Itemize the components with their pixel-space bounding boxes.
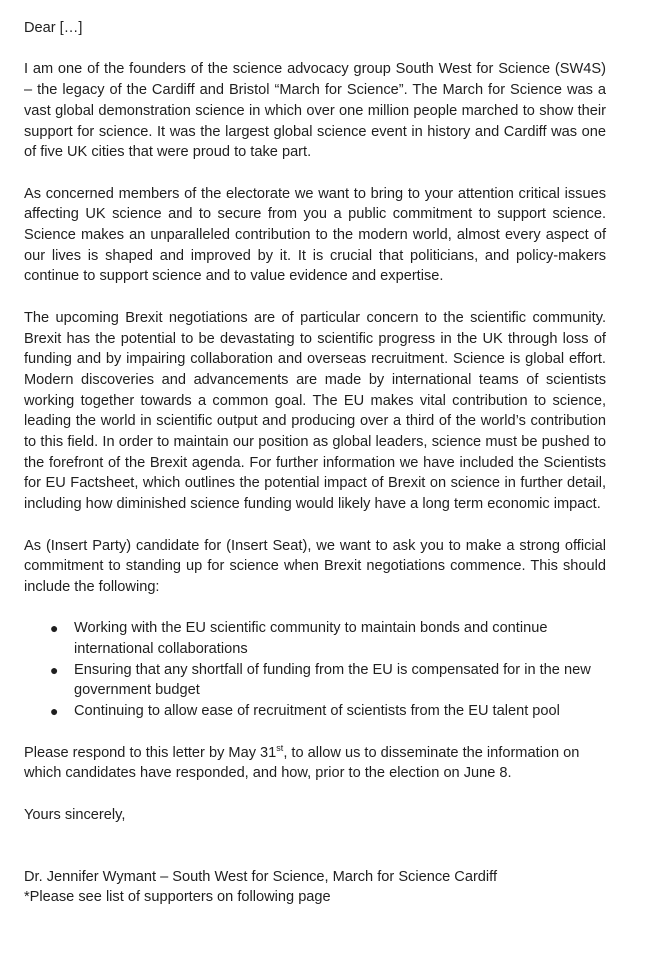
closing: Yours sincerely, bbox=[24, 806, 126, 823]
list-item bbox=[50, 701, 606, 722]
bullet-icon: ● bbox=[50, 620, 59, 637]
paragraph-deadline bbox=[24, 743, 606, 784]
bullet-icon: ● bbox=[50, 661, 59, 678]
signature-note: *Please see list of supporters on following page bbox=[24, 889, 331, 906]
letter-body bbox=[24, 18, 606, 908]
salutation: Dear […] bbox=[24, 20, 83, 36]
signature-gap bbox=[24, 846, 606, 867]
list-item-text: Ensuring that any shortfall of funding from the EU is compensated for in the new government budget bbox=[74, 661, 591, 699]
list-item-text: Working with the EU scientific community to maintain bonds and continue international collaborations bbox=[74, 620, 548, 658]
paragraph-intro: I am one of the founders of the science advocacy group South West for Science (SW4S) – the legacy of the Cardiff and Bristol “March for Science”. The March for Science was a vast global demonstration science in which over one million people marched to show their support for science. It was the largest global science event in history and Cardiff was one of five UK cities that were proud to take part. bbox=[24, 61, 606, 161]
list-item-text: Continuing to allow ease of recruitment of scientists from the EU talent pool bbox=[74, 703, 560, 720]
signature-block bbox=[24, 867, 606, 908]
commitment-list bbox=[24, 618, 606, 722]
deadline-text-rest: , to allow us to disseminate the information on which candidates have responded, and how, prior to the election on June 8. bbox=[24, 744, 580, 782]
paragraph-request: As (Insert Party) candidate for (Insert Seat), we want to ask you to make a strong official commitment to standing up for science when Brexit negotiations commence. This should include the following: bbox=[24, 537, 606, 595]
signature-name: Dr. Jennifer Wymant – South West for Science, March for Science Cardiff bbox=[24, 868, 498, 885]
paragraph-brexit: The upcoming Brexit negotiations are of particular concern to the scientific community. Brexit has the potential to be devastating to scientific progress in the UK through loss of funding and by impairing collaboration and overseas recruitment. Science is global effort. Modern discoveries and advancements are made by international teams of scientists working together towards a common goal. The EU makes vital contribution to science, leading the world in scientific output and producing over a third of the world’s contribution to this field. In order to maintain our position as global leaders, science must be pushed to the forefront of the Brexit agenda. For further information we have included the Scientists for EU Factsheet, which outlines the potential impact of Brexit on science in further detail, including how diminished science funding would likely have a long term economic impact. bbox=[24, 309, 606, 513]
list-item bbox=[50, 660, 606, 701]
bullet-icon: ● bbox=[50, 703, 59, 720]
list-item bbox=[50, 618, 606, 659]
date-ordinal: st bbox=[276, 742, 284, 753]
paragraph-concerns: As concerned members of the electorate we want to bring to your attention critical issues affecting UK science and to secure from you a public commitment to support science. Science makes an unparalleled contribution to the modern world, almost every aspect of our lives is shaped and improved by it. It is crucial that politicians, and policy-makers continue to support science and to value evidence and expertise. bbox=[24, 185, 606, 285]
deadline-text: Please respond to this letter by May 31 bbox=[24, 744, 277, 761]
